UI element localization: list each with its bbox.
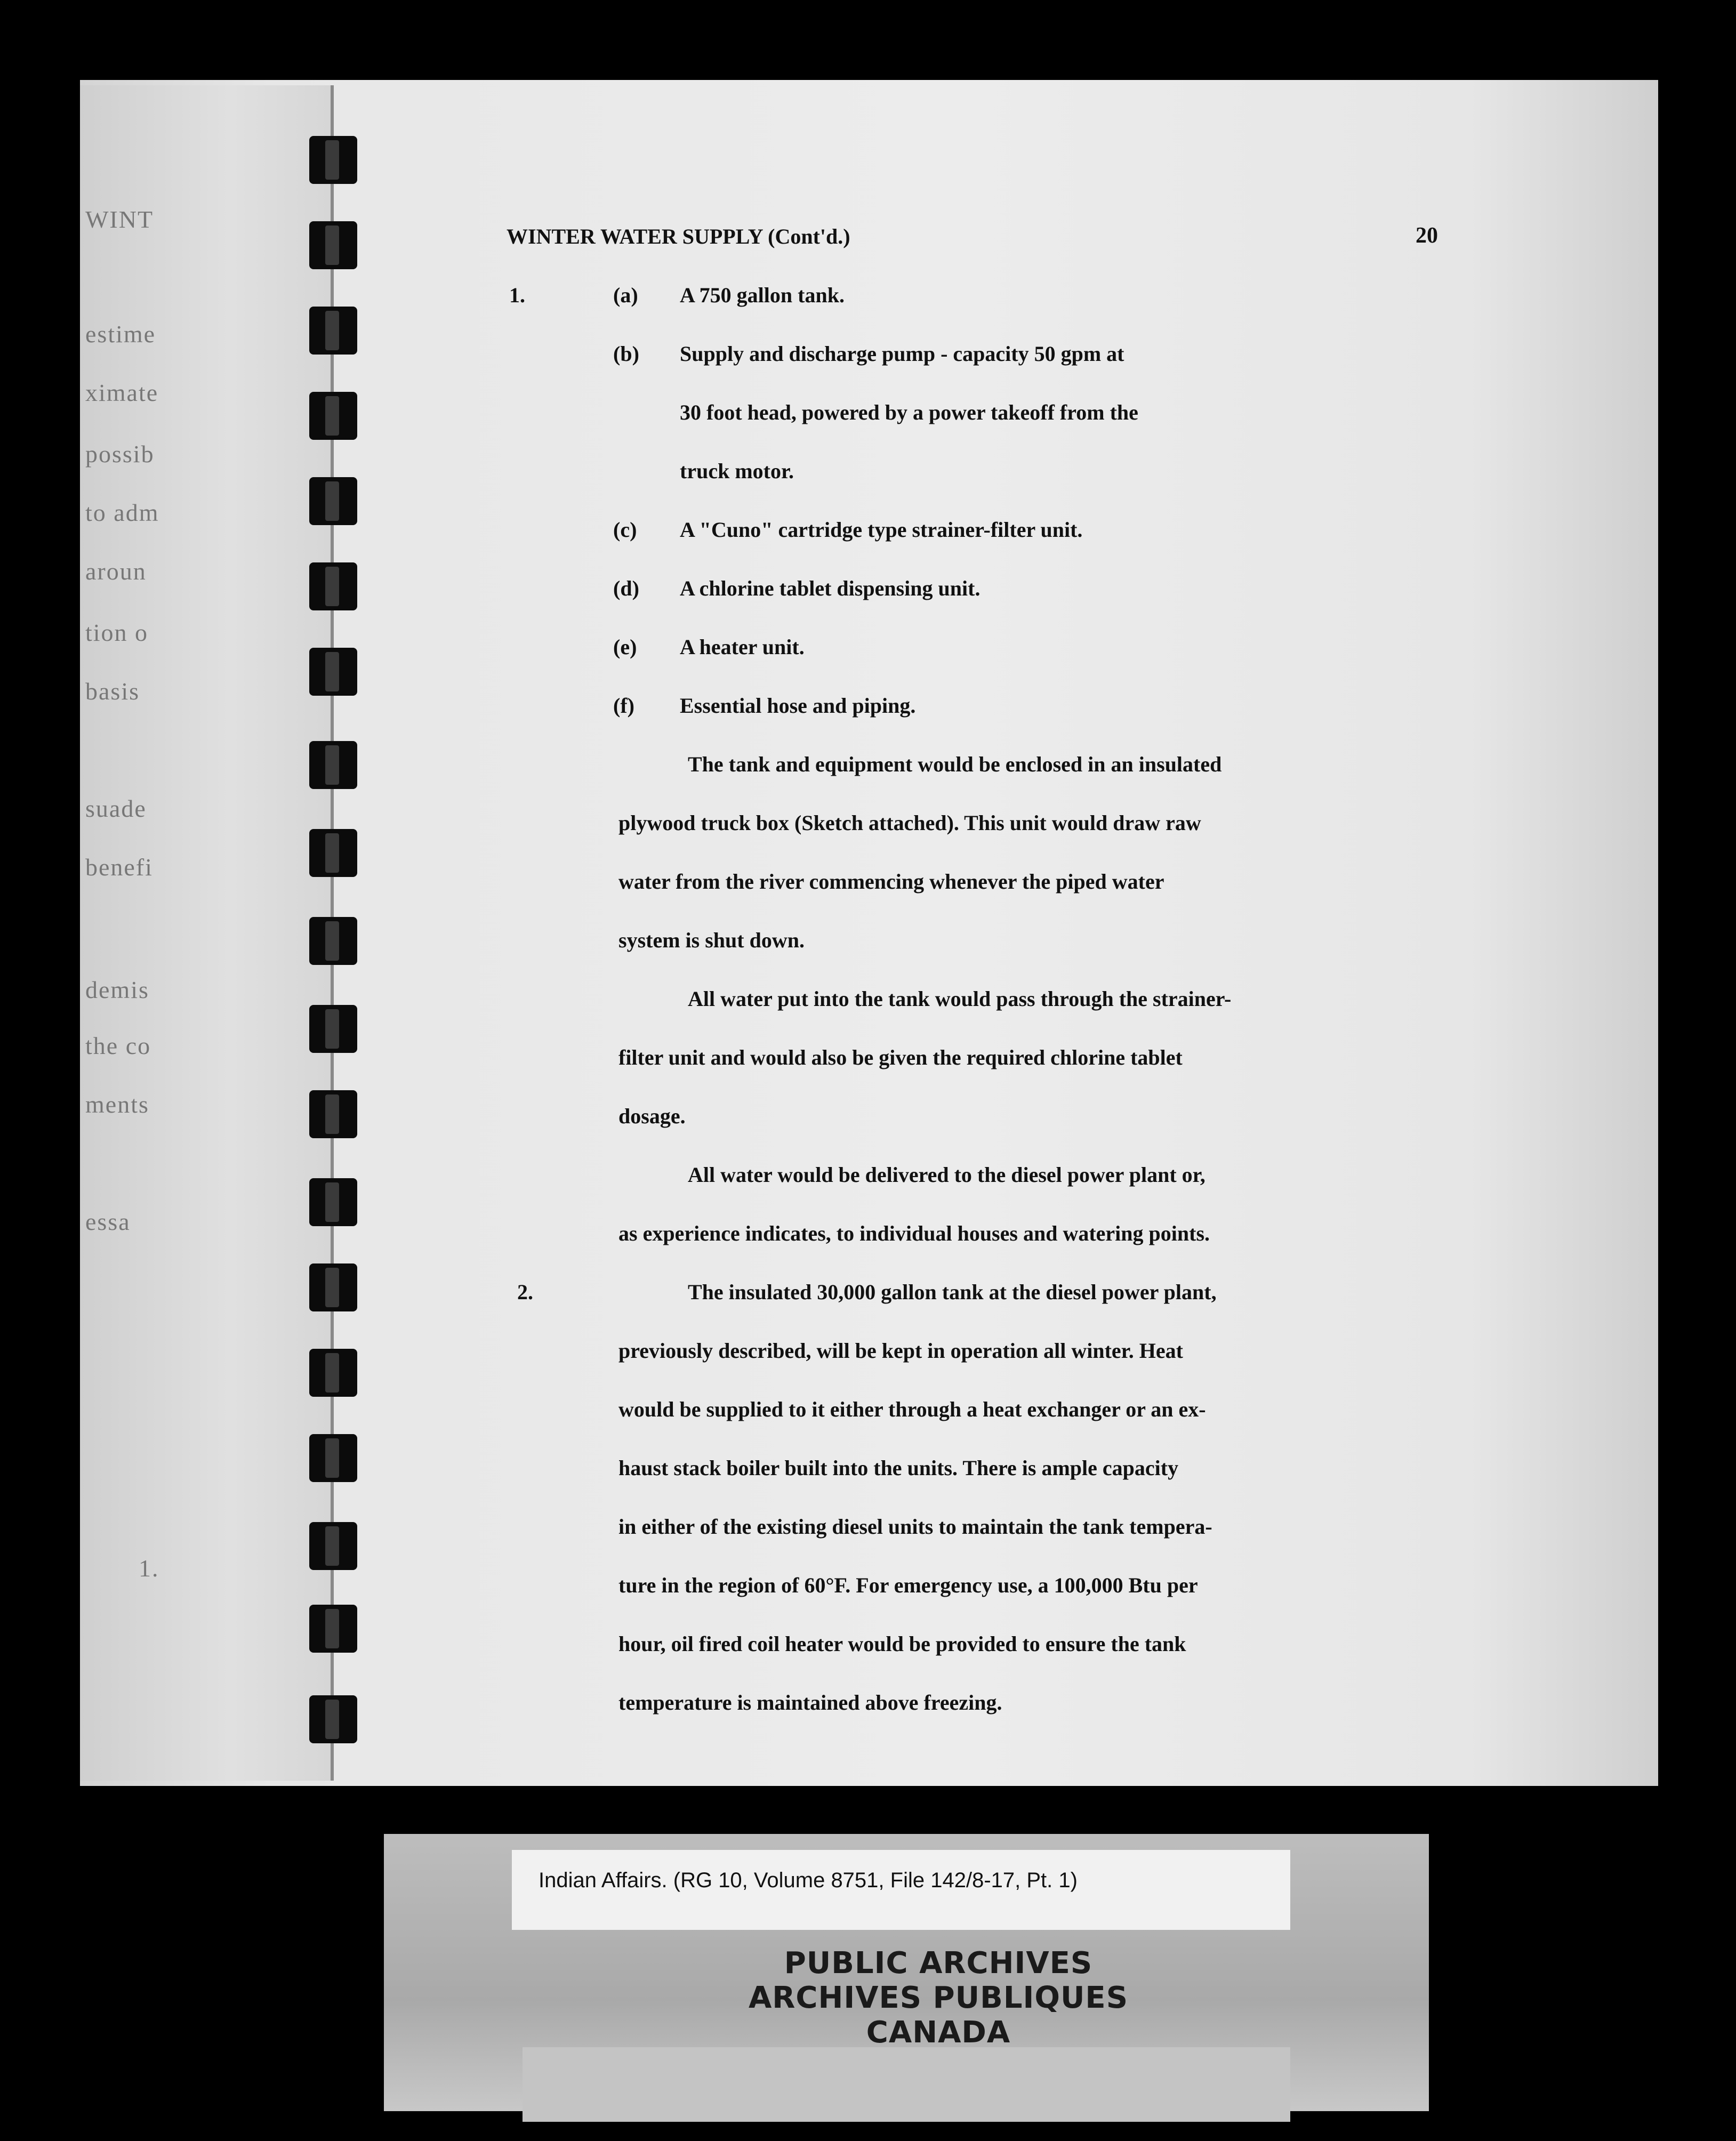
archive-stamp-line: CANADA — [866, 2015, 1011, 2050]
margin-fragment: to adm — [85, 499, 159, 526]
section-number: 1. — [509, 283, 525, 307]
margin-fragment: basis — [85, 678, 140, 705]
item-text: truck motor. — [680, 459, 794, 483]
margin-fragment: demis — [85, 976, 149, 1003]
paragraph-line: system is shut down. — [618, 928, 805, 952]
paragraph-line: ture in the region of 60°F. For emergency use, a 100,000 Btu per — [618, 1573, 1198, 1597]
item-label: (e) — [613, 635, 637, 659]
archive-reference: Indian Affairs. (RG 10, Volume 8751, File 142/8-17, Pt. 1) — [539, 1869, 1078, 1892]
paragraph-line: in either of the existing diesel units to maintain the tank tempera- — [618, 1515, 1212, 1539]
binding-ring — [309, 1005, 357, 1053]
archive-card-tab — [523, 2047, 1290, 2122]
item-label: (a) — [613, 283, 638, 307]
paragraph-line: filter unit and would also be given the required chlorine tablet — [618, 1045, 1183, 1069]
item-text: 30 foot head, powered by a power takeoff from the — [680, 400, 1138, 424]
binding-ring — [309, 307, 357, 355]
binding-ring — [309, 1178, 357, 1226]
item-label: (c) — [613, 518, 637, 542]
page-number: 20 — [1416, 223, 1438, 248]
binding-ring — [309, 562, 357, 610]
margin-fragment: WINT — [85, 206, 154, 233]
paragraph-line: All water would be delivered to the diesel power plant or, — [688, 1163, 1205, 1187]
item-text: A "Cuno" cartridge type strainer-filter unit. — [680, 518, 1083, 542]
binding-ring — [309, 1605, 357, 1653]
item-text: A chlorine tablet dispensing unit. — [680, 576, 980, 600]
paragraph-line: hour, oil fired coil heater would be provided to ensure the tank — [618, 1632, 1186, 1656]
margin-fragment: estime — [85, 320, 156, 348]
binding-ring — [309, 392, 357, 440]
paragraph-line: plywood truck box (Sketch attached). This unit would draw raw — [618, 811, 1201, 835]
binding-ring — [309, 1349, 357, 1397]
margin-fragment: suade — [85, 795, 147, 822]
paragraph-line: would be supplied to it either through a heat exchanger or an ex- — [618, 1397, 1206, 1421]
item-text: Supply and discharge pump - capacity 50 gpm at — [680, 342, 1124, 366]
paragraph-line: water from the river commencing whenever the piped water — [618, 870, 1164, 894]
margin-fragment: essa — [85, 1208, 131, 1235]
binding-ring — [309, 1695, 357, 1743]
item-text: A heater unit. — [680, 635, 805, 659]
margin-fragment: the co — [85, 1032, 151, 1059]
margin-fragment: 1. — [139, 1555, 159, 1582]
binding-ring — [309, 829, 357, 877]
paragraph-line: The tank and equipment would be enclosed in an insulated — [688, 752, 1222, 776]
archive-stamp-line: PUBLIC ARCHIVES — [784, 1946, 1093, 1981]
paragraph-line: The insulated 30,000 gallon tank at the diesel power plant, — [688, 1280, 1217, 1304]
binding-ring — [309, 1090, 357, 1138]
paragraph-line: haust stack boiler built into the units. There is ample capacity — [618, 1456, 1179, 1480]
binding-ring — [309, 917, 357, 965]
binding-ring — [309, 1522, 357, 1570]
binding-ring — [309, 648, 357, 696]
item-label: (d) — [613, 576, 639, 600]
paragraph-line: dosage. — [618, 1104, 686, 1128]
item-text: Essential hose and piping. — [680, 694, 916, 718]
binding-ring — [309, 1263, 357, 1311]
margin-fragment: ments — [85, 1091, 149, 1118]
paragraph-line: All water put into the tank would pass through the strainer- — [688, 987, 1232, 1011]
section-number: 2. — [517, 1280, 533, 1304]
item-label: (f) — [613, 694, 634, 718]
item-label: (b) — [613, 342, 639, 366]
margin-fragment: aroun — [85, 558, 147, 585]
binding-ring — [309, 1434, 357, 1482]
paragraph-line: previously described, will be kept in operation all winter. Heat — [618, 1339, 1183, 1363]
margin-fragment: tion o — [85, 619, 149, 646]
paragraph-line: temperature is maintained above freezing. — [618, 1691, 1002, 1715]
archive-stamp-line: ARCHIVES PUBLIQUES — [748, 1981, 1129, 2015]
binding-ring — [309, 136, 357, 184]
margin-fragment: possib — [85, 440, 155, 468]
margin-fragment: ximate — [85, 379, 159, 406]
item-text: A 750 gallon tank. — [680, 283, 845, 307]
binding-ring — [309, 741, 357, 789]
paragraph-line: as experience indicates, to individual houses and watering points. — [618, 1221, 1210, 1245]
margin-fragment: benefi — [85, 854, 153, 881]
binding-ring — [309, 477, 357, 525]
page-header: WINTER WATER SUPPLY (Cont'd.) — [507, 224, 850, 248]
binding-ring — [309, 221, 357, 269]
